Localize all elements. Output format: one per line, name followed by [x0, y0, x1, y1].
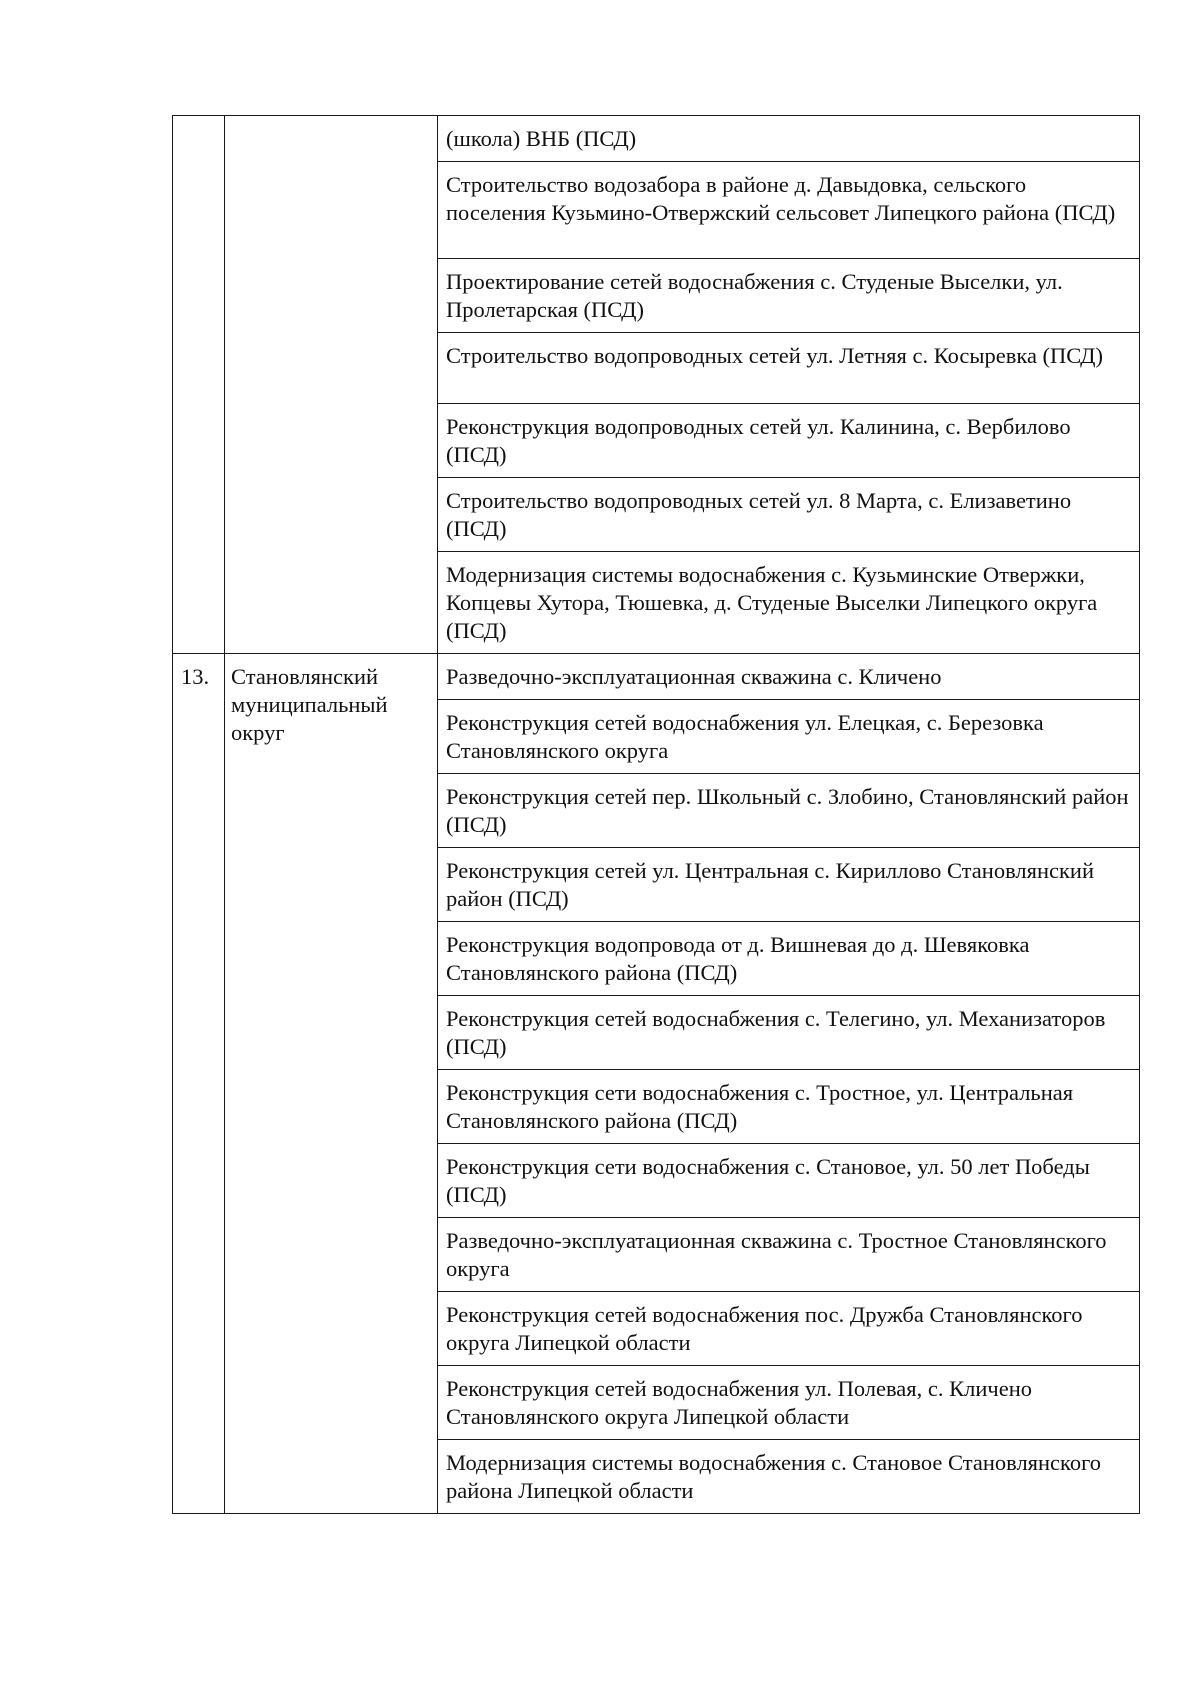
object-description: Разведочно-эксплуатационная скважина с. Тростное Становлянского округа — [438, 1218, 1140, 1292]
district-name — [225, 116, 438, 654]
object-description: Строительство водопроводных сетей ул. 8 Марта, с. Елизаветино (ПСД) — [438, 478, 1140, 552]
object-description: Реконструкция сети водоснабжения с. Становое, ул. 50 лет Победы (ПСД) — [438, 1144, 1140, 1218]
object-description: Реконструкция водопроводных сетей ул. Калинина, с. Вербилово (ПСД) — [438, 404, 1140, 478]
object-description: Проектирование сетей водоснабжения с. Студеные Выселки, ул. Пролетарская (ПСД) — [438, 259, 1140, 333]
object-description: Строительство водозабора в районе д. Давыдовка, сельского поселения Кузьмино-Отвержский сельсовет Липецкого района (ПСД) — [438, 162, 1140, 259]
table-row — [173, 654, 1140, 700]
district-name: Становлянский муниципальный округ — [225, 654, 438, 1514]
object-description: Модернизация системы водоснабжения с. Становое Становлянского района Липецкой области — [438, 1440, 1140, 1514]
objects-table — [172, 115, 1140, 1514]
section-number — [173, 116, 225, 654]
object-description: Реконструкция сетей водоснабжения ул. Елецкая, с. Березовка Становлянского округа — [438, 700, 1140, 774]
object-description: Строительство водопроводных сетей ул. Летняя с. Косыревка (ПСД) — [438, 333, 1140, 404]
object-description: Реконструкция сетей водоснабжения с. Телегино, ул. Механизаторов (ПСД) — [438, 996, 1140, 1070]
object-description: Реконструкция сетей ул. Центральная с. Кириллово Становлянский район (ПСД) — [438, 848, 1140, 922]
table-row — [173, 116, 1140, 162]
section-number: 13. — [173, 654, 225, 1514]
object-description: Реконструкция сетей водоснабжения пос. Дружба Становлянского округа Липецкой области — [438, 1292, 1140, 1366]
table-body — [173, 116, 1140, 1514]
object-description: Реконструкция сетей водоснабжения ул. Полевая, с. Кличено Становлянского округа Липецкой области — [438, 1366, 1140, 1440]
object-description: Реконструкция сети водоснабжения с. Тростное, ул. Центральная Становлянского района (ПСД) — [438, 1070, 1140, 1144]
object-description: Реконструкция сетей пер. Школьный с. Злобино, Становлянский район (ПСД) — [438, 774, 1140, 848]
object-description: (школа) ВНБ (ПСД) — [438, 116, 1140, 162]
object-description: Модернизация системы водоснабжения с. Кузьминские Отвержки, Копцевы Хутора, Тюшевка, д. Студеные Выселки Липецкого округа (ПСД) — [438, 552, 1140, 654]
object-description: Реконструкция водопровода от д. Вишневая до д. Шевяковка Становлянского района (ПСД) — [438, 922, 1140, 996]
object-description: Разведочно-эксплуатационная скважина с. Кличено — [438, 654, 1140, 700]
